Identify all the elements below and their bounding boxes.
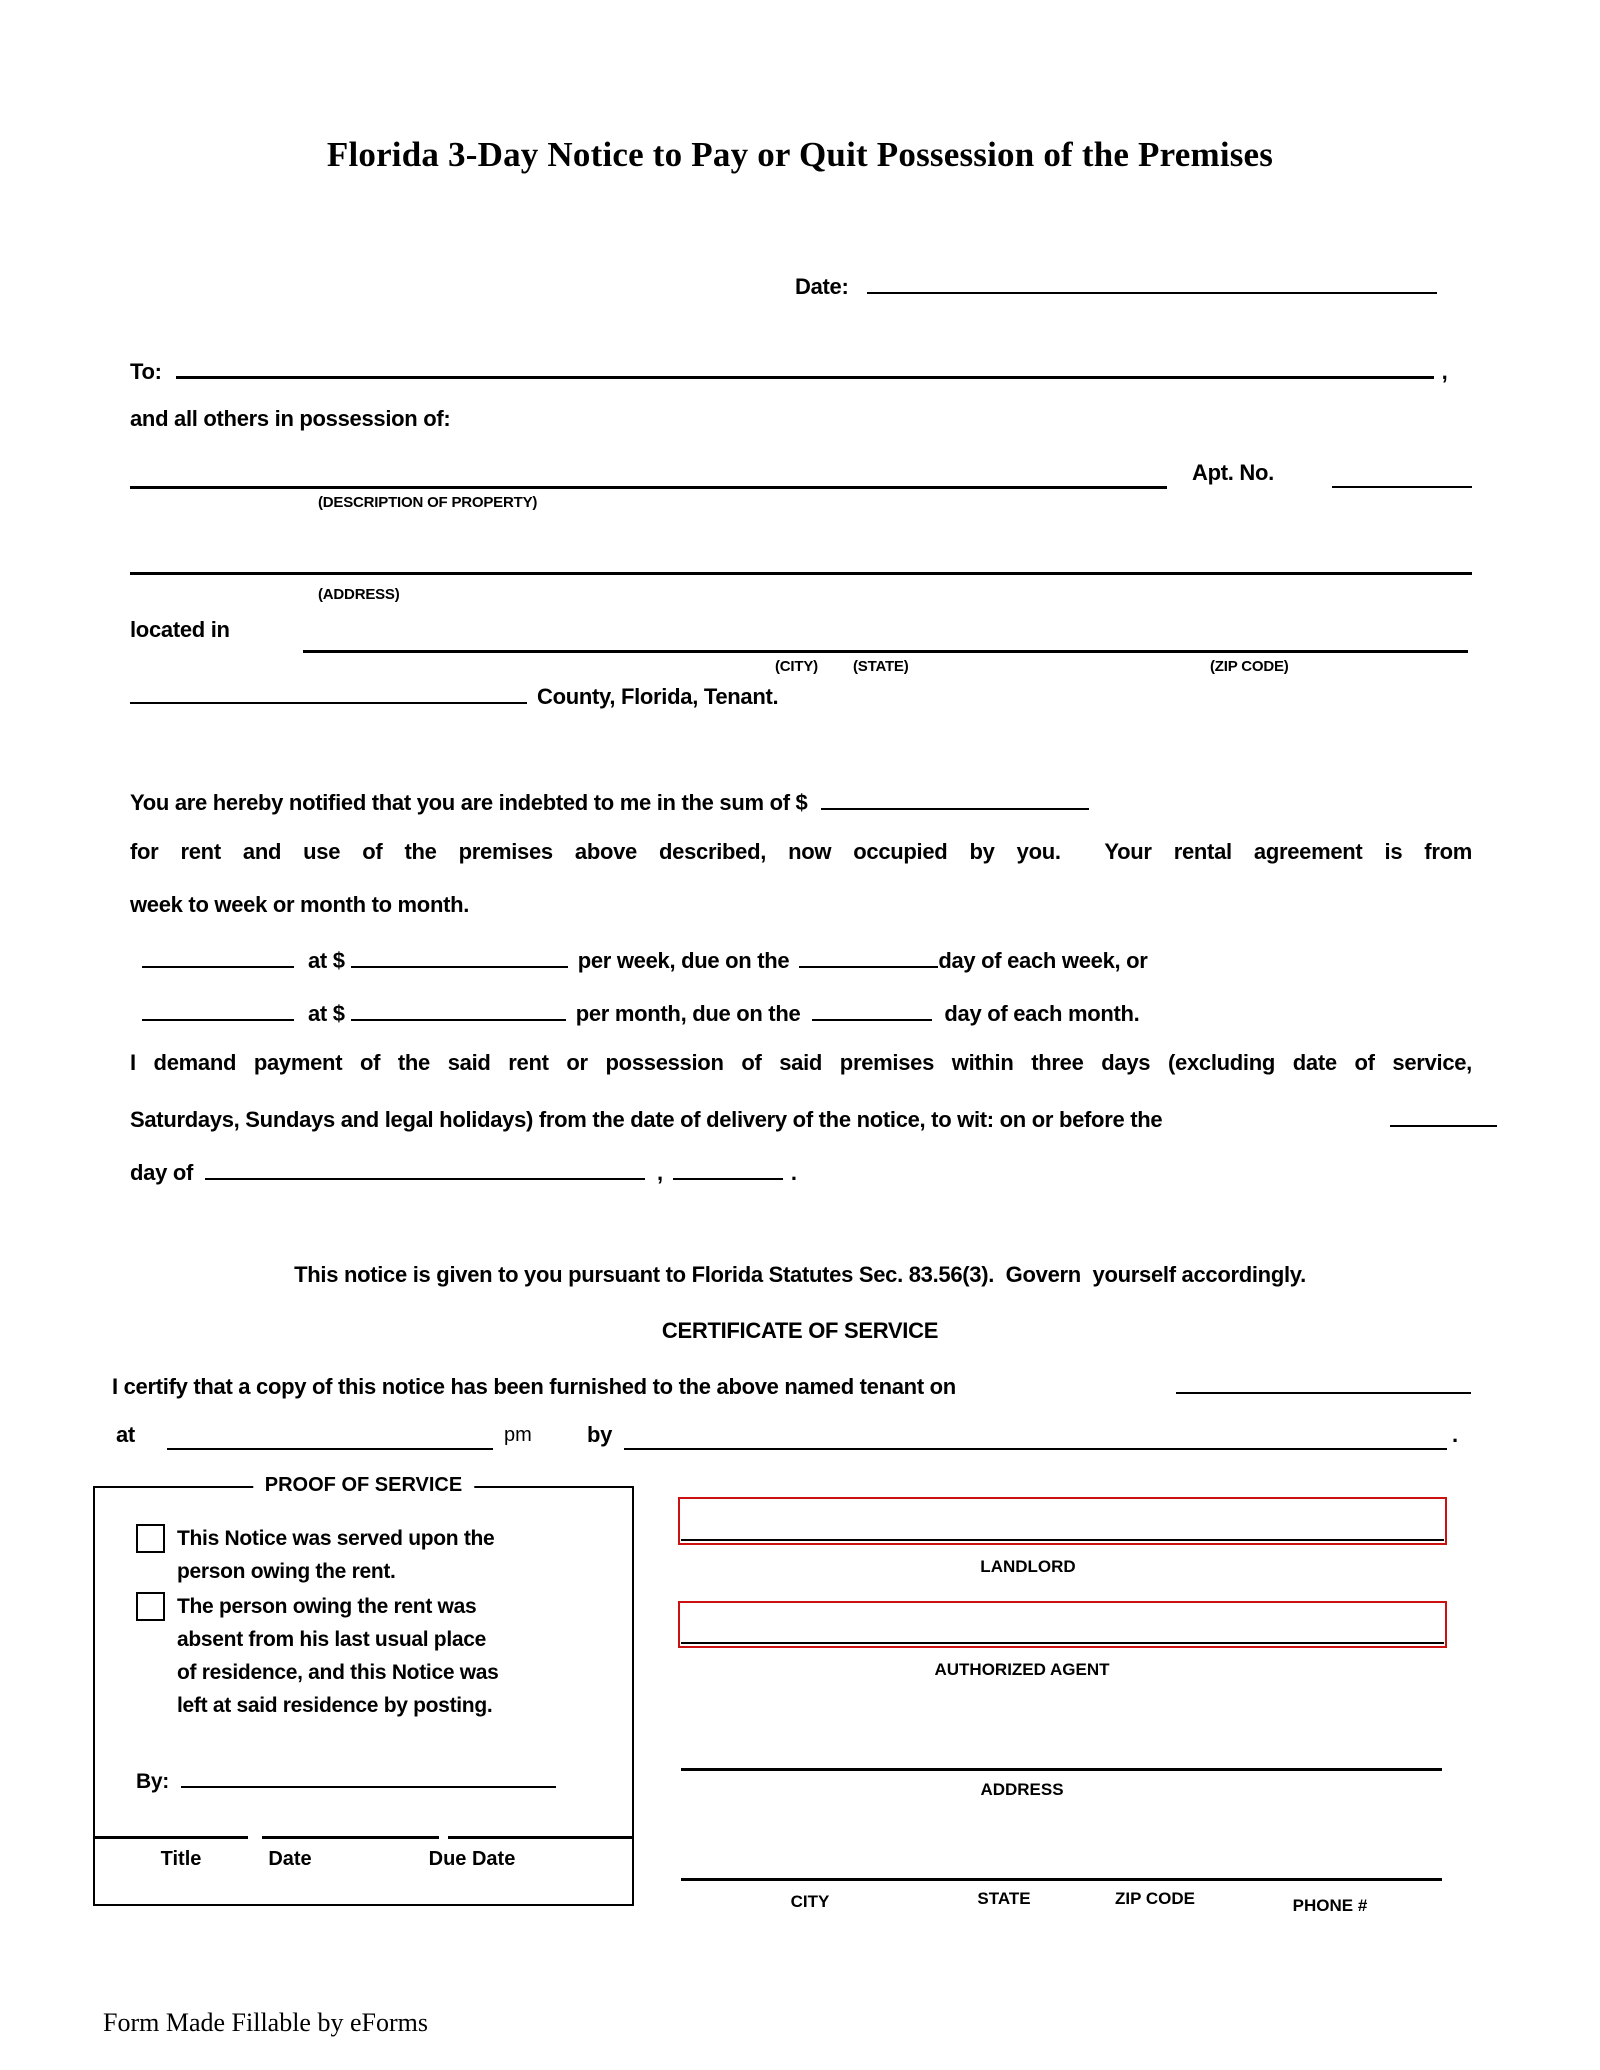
week-day-blank[interactable] [799,942,938,968]
located-in-label: located in [130,617,230,642]
notified-line: You are hereby notified that you are indebted to me in the sum of $ [130,790,808,815]
before-day-blank[interactable] [1390,1101,1497,1127]
rent-line: for rent and use of the premises above described, now occupied by you. Your rental agreement is from [130,839,1472,864]
to-blank[interactable] [176,352,1434,379]
date-signed-blank[interactable] [262,1836,439,1839]
county-blank[interactable] [130,678,527,704]
at-by-row [112,1420,1512,1464]
to-label: To: [130,359,162,384]
day-of-period: . [790,1160,797,1185]
per-week-row [130,942,1148,976]
demand-line2-row [130,1101,1497,1135]
day-of-row [130,1154,797,1188]
per-month-row [130,995,1140,1029]
posted-notice-option [177,1590,499,1722]
to-comma: , [1441,359,1448,384]
zip-caption: (ZIP CODE) [1210,658,1289,675]
time-blank[interactable] [167,1424,493,1450]
statute-line: This notice is given to you pursuant to Florida Statutes Sec. 83.56(3). Govern yourself accordingly. [294,1262,1306,1287]
option2-line1: The person owing the rent was [177,1595,477,1618]
landlord-signature-line [681,1539,1444,1541]
demand-line1: I demand payment of the said rent or possession of said premises within three days (excluding date of service, [130,1050,1472,1075]
address-caption: (ADDRESS) [318,586,400,603]
county-row [130,678,778,712]
state-caption: (STATE) [853,658,909,675]
date-label: Date: [795,274,849,299]
by-label: by [587,1422,613,1447]
proof-by-blank[interactable] [181,1762,556,1788]
address-label: ADDRESS [980,1780,1064,1799]
sum-blank[interactable] [821,784,1089,810]
per-week-label: per week, due on the [577,948,790,973]
option2-line2: absent from his last usual place [177,1628,486,1651]
served-by-blank[interactable] [624,1424,1447,1450]
due-date-column-label: Due Date [428,1848,516,1870]
due-date-blank[interactable] [448,1836,632,1839]
date-row [795,268,1437,302]
possession-line: and all others in possession of: [130,406,451,431]
day-each-week-label: day of each week, or [938,948,1148,973]
certificate-title: CERTIFICATE OF SERVICE [661,1318,939,1343]
week-amount-blank[interactable] [351,942,568,968]
landlord-label: LANDLORD [980,1557,1076,1576]
pm-label: pm [504,1424,532,1446]
proof-by-label: By: [136,1770,169,1793]
served-in-person-checkbox[interactable] [136,1524,165,1553]
footer-credit: Form Made Fillable by eForms [103,2008,428,2037]
date-blank[interactable] [867,268,1437,294]
day-of-month-blank[interactable] [205,1154,645,1180]
address-blank[interactable] [130,572,1472,575]
phone-label: PHONE # [1292,1896,1368,1915]
description-caption: (DESCRIPTION OF PROPERTY) [318,494,538,511]
served-in-person-option [177,1522,494,1588]
to-row [130,352,1447,387]
at-label: at [116,1422,135,1447]
at-dollar-week: at $ [308,948,345,973]
option1-line2: person owing the rent. [177,1560,396,1583]
served-date-blank[interactable] [1176,1368,1471,1394]
state-label: STATE [977,1889,1031,1908]
day-each-month-label: day of each month. [944,1001,1140,1026]
zip-code-label: ZIP CODE [1115,1889,1195,1908]
month-count-blank[interactable] [142,995,294,1021]
city-label: CITY [790,1892,830,1911]
at-dollar-month: at $ [308,1001,345,1026]
city-caption: (CITY) [775,658,818,675]
day-of-comma: , [657,1160,663,1185]
authorized-agent-label: AUTHORIZED AGENT [934,1660,1110,1679]
option2-line4: left at said residence by posting. [177,1694,493,1717]
posted-notice-checkbox[interactable] [136,1592,165,1621]
week-count-blank[interactable] [142,942,294,968]
title-column-label: Title [160,1848,202,1870]
certify-row [112,1368,1471,1402]
apt-no-blank[interactable] [1332,486,1472,488]
demand-line2: Saturdays, Sundays and legal holidays) from the date of delivery of the notice, to wit: on or before the [130,1107,1163,1132]
option1-line1: This Notice was served upon the [177,1527,495,1550]
agent-signature-field[interactable] [678,1601,1447,1648]
page-title: Florida 3-Day Notice to Pay or Quit Possession of the Premises [326,135,1274,174]
notified-row [130,784,1089,818]
certify-line: I certify that a copy of this notice has been furnished to the above named tenant on [112,1374,956,1399]
county-line: County, Florida, Tenant. [537,684,779,709]
month-amount-blank[interactable] [351,995,566,1021]
agent-signature-line [681,1642,1444,1644]
apt-no-label: Apt. No. [1192,460,1274,485]
proof-of-service-box [93,1474,634,1906]
title-blank[interactable] [95,1836,248,1839]
landlord-signature-field[interactable] [678,1497,1447,1545]
month-day-blank[interactable] [812,995,932,1021]
day-of-year-blank[interactable] [673,1154,783,1180]
option2-line3: of residence, and this Notice was [177,1661,499,1684]
week-to-week-line: week to week or month to month. [130,892,470,917]
date-column-label: Date [268,1848,312,1870]
city-state-zip-blank[interactable] [303,650,1468,653]
by-period: . [1452,1422,1458,1447]
landlord-address-blank[interactable] [681,1768,1442,1771]
per-month-label: per month, due on the [575,1001,801,1026]
proof-by-row [136,1762,556,1798]
city-state-zip-phone-blank[interactable] [681,1878,1442,1881]
property-description-blank[interactable] [130,486,1167,489]
day-of-label: day of [130,1160,193,1185]
proof-of-service-title: PROOF OF SERVICE [253,1474,474,1497]
